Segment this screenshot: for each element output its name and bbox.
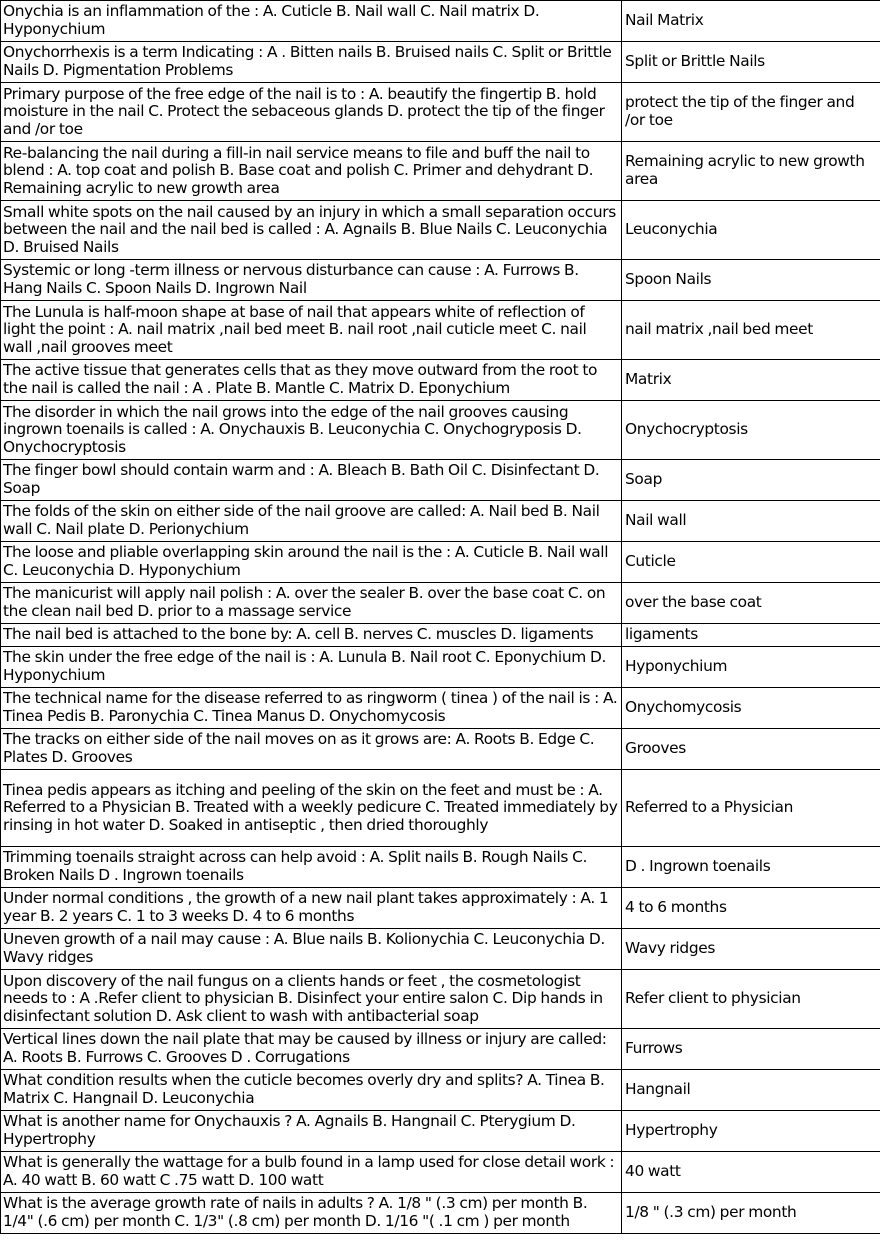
- question-cell: What is the average growth rate of nails in adults ? A. 1/8 " (.3 cm) per month B. 1/4" (.6 cm) per month C. 1/3" (.8 cm) per month D. 1/16 "( .1 cm ) per month: [1, 1193, 622, 1234]
- question-cell: Trimming toenails straight across can help avoid : A. Split nails B. Rough Nails C. Broken Nails D . Ingrown toenails: [1, 847, 622, 888]
- table-row: [1, 201, 880, 260]
- question-cell: The disorder in which the nail grows into the edge of the nail grooves causing ingrown toenails is called : A. Onychauxis B. Leuconychia C. Onychogryposis D. Onychocryptosis: [1, 401, 622, 460]
- table-row: [1, 42, 880, 83]
- answer-cell: Hangnail: [622, 1070, 880, 1111]
- answer-cell: Nail Matrix: [622, 1, 880, 42]
- question-cell: Tinea pedis appears as itching and peeling of the skin on the feet and must be : A. Referred to a Physician B. Treated with a weekly pedicure C. Treated immediately by rinsing in hot water D. Soaked in antiseptic , then dried thoroughly: [1, 770, 622, 847]
- question-cell: Systemic or long -term illness or nervous disturbance can cause : A. Furrows B. Hang Nails C. Spoon Nails D. Ingrown Nail: [1, 260, 622, 301]
- answer-cell: Nail wall: [622, 501, 880, 542]
- answer-cell: Hyponychium: [622, 647, 880, 688]
- table-row: [1, 847, 880, 888]
- answer-cell: D . Ingrown toenails: [622, 847, 880, 888]
- question-cell: Uneven growth of a nail may cause : A. Blue nails B. Kolionychia C. Leuconychia D. Wavy ridges: [1, 929, 622, 970]
- question-cell: The skin under the free edge of the nail is : A. Lunula B. Nail root C. Eponychium D. Hyponychium: [1, 647, 622, 688]
- question-cell: Small white spots on the nail caused by an injury in which a small separation occurs between the nail and the nail bed is called : A. Agnails B. Blue Nails C. Leuconychia D. Bruised Nails: [1, 201, 622, 260]
- question-cell: Vertical lines down the nail plate that may be caused by illness or injury are called: A. Roots B. Furrows C. Grooves D . Corrugations: [1, 1029, 622, 1070]
- table-row: [1, 301, 880, 360]
- answer-cell: 4 to 6 months: [622, 888, 880, 929]
- answer-cell: Soap: [622, 460, 880, 501]
- question-cell: The technical name for the disease referred to as ringworm ( tinea ) of the nail is : A. Tinea Pedis B. Paronychia C. Tinea Manus D. Onychomycosis: [1, 688, 622, 729]
- question-cell: The Lunula is half-moon shape at base of nail that appears white of reflection of light the point : A. nail matrix ,nail bed meet B. nail root ,nail cuticle meet C. nail wall ,nail grooves meet: [1, 301, 622, 360]
- question-cell: What condition results when the cuticle becomes overly dry and splits? A. Tinea B. Matrix C. Hangnail D. Leuconychia: [1, 1070, 622, 1111]
- answer-cell: over the base coat: [622, 583, 880, 624]
- table-row: [1, 583, 880, 624]
- table-row: [1, 1193, 880, 1234]
- table-row: [1, 1029, 880, 1070]
- answer-cell: ligaments: [622, 624, 880, 647]
- question-cell: Onychorrhexis is a term Indicating : A . Bitten nails B. Bruised nails C. Split or Brittle Nails D. Pigmentation Problems: [1, 42, 622, 83]
- table-row: [1, 888, 880, 929]
- answer-cell: Leuconychia: [622, 201, 880, 260]
- table-row: [1, 1070, 880, 1111]
- table-row: [1, 624, 880, 647]
- table-row: [1, 542, 880, 583]
- table-row: [1, 929, 880, 970]
- question-cell: What is another name for Onychauxis ? A. Agnails B. Hangnail C. Pterygium D. Hypertrophy: [1, 1111, 622, 1152]
- answer-cell: Spoon Nails: [622, 260, 880, 301]
- answer-cell: nail matrix ,nail bed meet: [622, 301, 880, 360]
- question-cell: Onychia is an inflammation of the : A. Cuticle B. Nail wall C. Nail matrix D. Hyponychium: [1, 1, 622, 42]
- question-cell: Re-balancing the nail during a fill-in nail service means to file and buff the nail to blend : A. top coat and polish B. Base coat and polish C. Primer and dehydrant D. Remaining acrylic to new growth area: [1, 142, 622, 201]
- question-cell: The tracks on either side of the nail moves on as it grows are: A. Roots B. Edge C. Plates D. Grooves: [1, 729, 622, 770]
- table-row: [1, 1, 880, 42]
- answer-cell: Hypertrophy: [622, 1111, 880, 1152]
- question-cell: The finger bowl should contain warm and : A. Bleach B. Bath Oil C. Disinfectant D. Soap: [1, 460, 622, 501]
- question-cell: The active tissue that generates cells that as they move outward from the root to the nail is called the nail : A . Plate B. Mantle C. Matrix D. Eponychium: [1, 360, 622, 401]
- answer-cell: protect the tip of the finger and /or toe: [622, 83, 880, 142]
- question-cell: Primary purpose of the free edge of the nail is to : A. beautify the fingertip B. hold moisture in the nail C. Protect the sebaceous glands D. protect the tip of the finger and /or toe: [1, 83, 622, 142]
- answer-cell: Refer client to physician: [622, 970, 880, 1029]
- answer-cell: Cuticle: [622, 542, 880, 583]
- question-cell: The manicurist will apply nail polish : A. over the sealer B. over the base coat C. on the clean nail bed D. prior to a massage service: [1, 583, 622, 624]
- table-row: [1, 770, 880, 847]
- question-cell: The nail bed is attached to the bone by: A. cell B. nerves C. muscles D. ligaments: [1, 624, 622, 647]
- answer-cell: Grooves: [622, 729, 880, 770]
- table-row: [1, 688, 880, 729]
- answer-cell: Split or Brittle Nails: [622, 42, 880, 83]
- answer-cell: Matrix: [622, 360, 880, 401]
- table-row: [1, 360, 880, 401]
- answer-cell: Wavy ridges: [622, 929, 880, 970]
- table-row: [1, 142, 880, 201]
- answer-cell: 40 watt: [622, 1152, 880, 1193]
- table-row: [1, 1152, 880, 1193]
- answer-cell: Remaining acrylic to new growth area: [622, 142, 880, 201]
- table-row: [1, 501, 880, 542]
- question-cell: Under normal conditions , the growth of a new nail plant takes approximately : A. 1 year B. 2 years C. 1 to 3 weeks D. 4 to 6 months: [1, 888, 622, 929]
- question-cell: Upon discovery of the nail fungus on a clients hands or feet , the cosmetologist needs to : A .Refer client to physician B. Disinfect your entire salon C. Dip hands in disinfectant solution D. Ask client to wash with antibacterial soap: [1, 970, 622, 1029]
- answer-cell: Onychocryptosis: [622, 401, 880, 460]
- answer-cell: 1/8 " (.3 cm) per month: [622, 1193, 880, 1234]
- table-row: [1, 729, 880, 770]
- table-row: [1, 1111, 880, 1152]
- table-row: [1, 401, 880, 460]
- table-row: [1, 260, 880, 301]
- answer-cell: Onychomycosis: [622, 688, 880, 729]
- answer-cell: Referred to a Physician: [622, 770, 880, 847]
- question-cell: What is generally the wattage for a bulb found in a lamp used for close detail work : A. 40 watt B. 60 watt C .75 watt D. 100 watt: [1, 1152, 622, 1193]
- table-row: [1, 83, 880, 142]
- table-row: [1, 647, 880, 688]
- answer-cell: Furrows: [622, 1029, 880, 1070]
- table-row: [1, 970, 880, 1029]
- table-row: [1, 460, 880, 501]
- question-cell: The loose and pliable overlapping skin around the nail is the : A. Cuticle B. Nail wall C. Leuconychia D. Hyponychium: [1, 542, 622, 583]
- question-cell: The folds of the skin on either side of the nail groove are called: A. Nail bed B. Nail wall C. Nail plate D. Perionychium: [1, 501, 622, 542]
